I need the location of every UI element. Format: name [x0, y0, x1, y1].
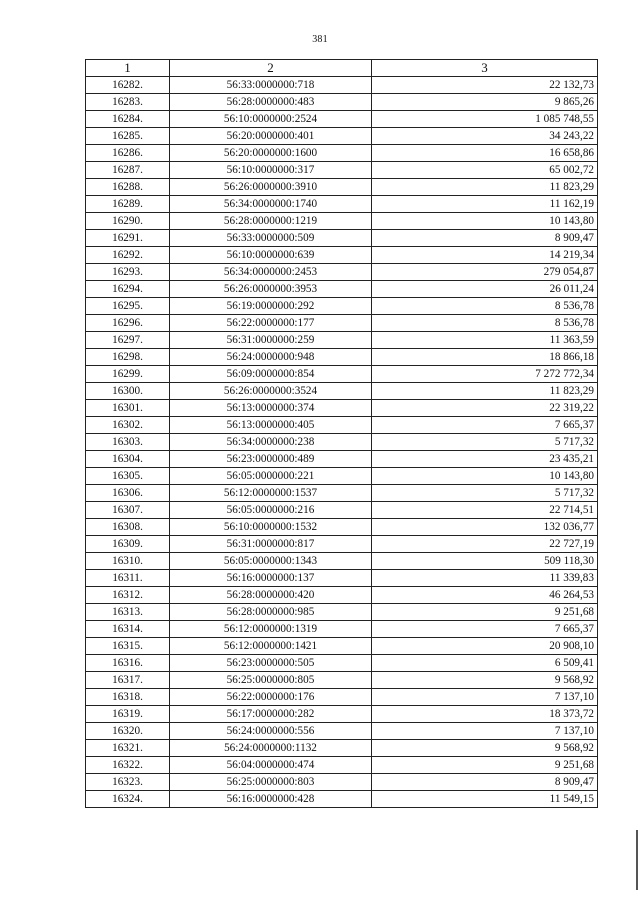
value-cell: 9 865,26	[372, 94, 598, 111]
table-row	[86, 366, 598, 383]
table-row	[86, 638, 598, 655]
cadastral-number-cell: 56:04:0000000:474	[170, 757, 372, 774]
value-cell: 22 727,19	[372, 536, 598, 553]
row-number-cell: 16284.	[86, 111, 170, 128]
cadastral-number-cell: 56:13:0000000:374	[170, 400, 372, 417]
row-number-cell: 16287.	[86, 162, 170, 179]
value-cell: 279 054,87	[372, 264, 598, 281]
row-number-cell: 16311.	[86, 570, 170, 587]
value-cell: 11 339,83	[372, 570, 598, 587]
row-number-cell: 16285.	[86, 128, 170, 145]
table-row	[86, 723, 598, 740]
header-row	[86, 60, 598, 77]
cadastral-number-cell: 56:05:0000000:216	[170, 502, 372, 519]
value-cell: 8 536,78	[372, 298, 598, 315]
row-number-cell: 16316.	[86, 655, 170, 672]
cadastral-number-cell: 56:28:0000000:985	[170, 604, 372, 621]
table-row	[86, 706, 598, 723]
table-row	[86, 281, 598, 298]
row-number-cell: 16292.	[86, 247, 170, 264]
value-cell: 11 549,15	[372, 791, 598, 808]
cadastral-number-cell: 56:33:0000000:509	[170, 230, 372, 247]
table-row	[86, 604, 598, 621]
cadastral-number-cell: 56:31:0000000:817	[170, 536, 372, 553]
value-cell: 509 118,30	[372, 553, 598, 570]
table-row	[86, 587, 598, 604]
row-number-cell: 16318.	[86, 689, 170, 706]
table-row	[86, 400, 598, 417]
cadastral-number-cell: 56:10:0000000:1532	[170, 519, 372, 536]
value-cell: 16 658,86	[372, 145, 598, 162]
cadastral-number-cell: 56:25:0000000:803	[170, 774, 372, 791]
cadastral-number-cell: 56:33:0000000:718	[170, 77, 372, 94]
cadastral-number-cell: 56:28:0000000:1219	[170, 213, 372, 230]
table-row	[86, 128, 598, 145]
value-cell: 11 363,59	[372, 332, 598, 349]
value-cell: 7 665,37	[372, 621, 598, 638]
table-row	[86, 298, 598, 315]
row-number-cell: 16305.	[86, 468, 170, 485]
row-number-cell: 16297.	[86, 332, 170, 349]
cadastral-number-cell: 56:12:0000000:1537	[170, 485, 372, 502]
row-number-cell: 16312.	[86, 587, 170, 604]
row-number-cell: 16298.	[86, 349, 170, 366]
row-number-cell: 16322.	[86, 757, 170, 774]
column-header-cadastral-number: 2	[170, 60, 372, 77]
cadastral-number-cell: 56:10:0000000:2524	[170, 111, 372, 128]
row-number-cell: 16300.	[86, 383, 170, 400]
value-cell: 8 536,78	[372, 315, 598, 332]
cadastral-number-cell: 56:24:0000000:556	[170, 723, 372, 740]
row-number-cell: 16290.	[86, 213, 170, 230]
row-number-cell: 16319.	[86, 706, 170, 723]
cadastral-number-cell: 56:28:0000000:483	[170, 94, 372, 111]
cadastral-number-cell: 56:31:0000000:259	[170, 332, 372, 349]
cadastral-number-cell: 56:20:0000000:401	[170, 128, 372, 145]
value-cell: 132 036,77	[372, 519, 598, 536]
row-number-cell: 16315.	[86, 638, 170, 655]
value-cell: 6 509,41	[372, 655, 598, 672]
table-row	[86, 349, 598, 366]
value-cell: 7 137,10	[372, 723, 598, 740]
cadastral-number-cell: 56:20:0000000:1600	[170, 145, 372, 162]
scan-edge-mark	[636, 830, 638, 890]
row-number-cell: 16299.	[86, 366, 170, 383]
table-row	[86, 570, 598, 587]
value-cell: 8 909,47	[372, 230, 598, 247]
cadastral-number-cell: 56:16:0000000:428	[170, 791, 372, 808]
cadastral-number-cell: 56:34:0000000:2453	[170, 264, 372, 281]
table-row	[86, 468, 598, 485]
value-cell: 7 665,37	[372, 417, 598, 434]
table-row	[86, 383, 598, 400]
row-number-cell: 16324.	[86, 791, 170, 808]
row-number-cell: 16294.	[86, 281, 170, 298]
value-cell: 18 373,72	[372, 706, 598, 723]
value-cell: 34 243,22	[372, 128, 598, 145]
value-cell: 18 866,18	[372, 349, 598, 366]
cadastral-number-cell: 56:12:0000000:1319	[170, 621, 372, 638]
table-row	[86, 162, 598, 179]
cadastral-number-cell: 56:17:0000000:282	[170, 706, 372, 723]
table-row	[86, 230, 598, 247]
table-row	[86, 553, 598, 570]
row-number-cell: 16291.	[86, 230, 170, 247]
value-cell: 11 823,29	[372, 179, 598, 196]
row-number-cell: 16308.	[86, 519, 170, 536]
row-number-cell: 16307.	[86, 502, 170, 519]
row-number-cell: 16282.	[86, 77, 170, 94]
table-row	[86, 519, 598, 536]
cadastral-number-cell: 56:34:0000000:1740	[170, 196, 372, 213]
cadastral-number-cell: 56:25:0000000:805	[170, 672, 372, 689]
value-cell: 9 568,92	[372, 672, 598, 689]
row-number-cell: 16320.	[86, 723, 170, 740]
table-row	[86, 315, 598, 332]
table-row	[86, 689, 598, 706]
cadastral-number-cell: 56:26:0000000:3910	[170, 179, 372, 196]
value-cell: 7 137,10	[372, 689, 598, 706]
row-number-cell: 16313.	[86, 604, 170, 621]
cadastral-number-cell: 56:16:0000000:137	[170, 570, 372, 587]
value-cell: 9 251,68	[372, 604, 598, 621]
value-cell: 1 085 748,55	[372, 111, 598, 128]
column-header-number: 1	[86, 60, 170, 77]
value-cell: 26 011,24	[372, 281, 598, 298]
value-cell: 22 132,73	[372, 77, 598, 94]
row-number-cell: 16304.	[86, 451, 170, 468]
row-number-cell: 16309.	[86, 536, 170, 553]
value-cell: 10 143,80	[372, 213, 598, 230]
table-row	[86, 672, 598, 689]
table-row	[86, 213, 598, 230]
table-row	[86, 179, 598, 196]
cadastral-number-cell: 56:24:0000000:948	[170, 349, 372, 366]
column-header-value: 3	[372, 60, 598, 77]
row-number-cell: 16296.	[86, 315, 170, 332]
cadastral-number-cell: 56:26:0000000:3953	[170, 281, 372, 298]
row-number-cell: 16321.	[86, 740, 170, 757]
row-number-cell: 16306.	[86, 485, 170, 502]
value-cell: 20 908,10	[372, 638, 598, 655]
row-number-cell: 16314.	[86, 621, 170, 638]
value-cell: 8 909,47	[372, 774, 598, 791]
cadastral-number-cell: 56:10:0000000:639	[170, 247, 372, 264]
cadastral-number-cell: 56:24:0000000:1132	[170, 740, 372, 757]
table-row	[86, 485, 598, 502]
row-number-cell: 16288.	[86, 179, 170, 196]
value-cell: 7 272 772,34	[372, 366, 598, 383]
row-number-cell: 16302.	[86, 417, 170, 434]
row-number-cell: 16286.	[86, 145, 170, 162]
table-row	[86, 536, 598, 553]
row-number-cell: 16301.	[86, 400, 170, 417]
row-number-cell: 16295.	[86, 298, 170, 315]
cadastral-number-cell: 56:23:0000000:489	[170, 451, 372, 468]
value-cell: 9 251,68	[372, 757, 598, 774]
row-number-cell: 16303.	[86, 434, 170, 451]
value-cell: 9 568,92	[372, 740, 598, 757]
cadastral-number-cell: 56:05:0000000:1343	[170, 553, 372, 570]
value-cell: 14 219,34	[372, 247, 598, 264]
value-cell: 22 714,51	[372, 502, 598, 519]
table-row	[86, 791, 598, 808]
cadastral-number-cell: 56:22:0000000:176	[170, 689, 372, 706]
page-number: 381	[312, 34, 328, 45]
table-row	[86, 451, 598, 468]
cadastral-number-cell: 56:05:0000000:221	[170, 468, 372, 485]
cadastral-number-cell: 56:34:0000000:238	[170, 434, 372, 451]
table-row	[86, 111, 598, 128]
table-row	[86, 740, 598, 757]
table-row	[86, 655, 598, 672]
value-cell: 65 002,72	[372, 162, 598, 179]
row-number-cell: 16317.	[86, 672, 170, 689]
value-cell: 10 143,80	[372, 468, 598, 485]
table-row	[86, 247, 598, 264]
row-number-cell: 16323.	[86, 774, 170, 791]
table-header	[86, 60, 598, 77]
value-cell: 23 435,21	[372, 451, 598, 468]
row-number-cell: 16293.	[86, 264, 170, 281]
value-cell: 46 264,53	[372, 587, 598, 604]
cadastral-number-cell: 56:09:0000000:854	[170, 366, 372, 383]
table-row	[86, 94, 598, 111]
cadastral-number-cell: 56:10:0000000:317	[170, 162, 372, 179]
cadastral-number-cell: 56:13:0000000:405	[170, 417, 372, 434]
table-row	[86, 757, 598, 774]
table-row	[86, 145, 598, 162]
table-row	[86, 77, 598, 94]
table-row	[86, 264, 598, 281]
table-body	[86, 77, 598, 808]
cadastral-number-cell: 56:22:0000000:177	[170, 315, 372, 332]
value-cell: 11 162,19	[372, 196, 598, 213]
value-cell: 5 717,32	[372, 485, 598, 502]
table-row	[86, 774, 598, 791]
registry-table	[85, 59, 598, 808]
value-cell: 11 823,29	[372, 383, 598, 400]
table-row	[86, 332, 598, 349]
table-row	[86, 434, 598, 451]
table-row	[86, 417, 598, 434]
row-number-cell: 16289.	[86, 196, 170, 213]
row-number-cell: 16310.	[86, 553, 170, 570]
row-number-cell: 16283.	[86, 94, 170, 111]
cadastral-number-cell: 56:28:0000000:420	[170, 587, 372, 604]
table-row	[86, 502, 598, 519]
value-cell: 5 717,32	[372, 434, 598, 451]
cadastral-number-cell: 56:19:0000000:292	[170, 298, 372, 315]
table-row	[86, 621, 598, 638]
table-row	[86, 196, 598, 213]
cadastral-number-cell: 56:26:0000000:3524	[170, 383, 372, 400]
value-cell: 22 319,22	[372, 400, 598, 417]
cadastral-number-cell: 56:12:0000000:1421	[170, 638, 372, 655]
cadastral-number-cell: 56:23:0000000:505	[170, 655, 372, 672]
